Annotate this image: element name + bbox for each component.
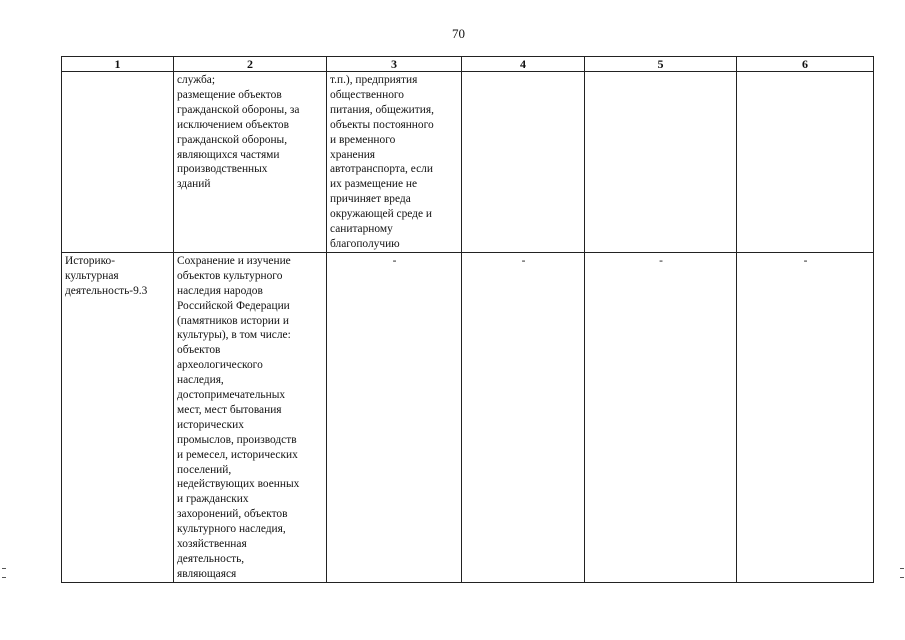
table-header-row [62, 57, 874, 72]
table-row [62, 72, 874, 253]
page-number: 70 [452, 26, 465, 41]
column-header-1: 1 [62, 57, 174, 72]
table-cell [585, 72, 737, 253]
table-cell: служба; размещение объектов гражданской обороны, за исключением объектов гражданской обороны, являющихся частями производственных зданий [174, 72, 327, 253]
column-header-3: 3 [327, 57, 462, 72]
table-cell: - [737, 252, 874, 582]
binding-mark [2, 568, 6, 578]
column-header-5: 5 [585, 57, 737, 72]
table-cell: Сохранение и изучение объектов культурного наследия народов Российской Федерации (памятников истории и культуры), в том числе: объектов археологического наследия, достопримечательных мест, мест бытования исторических промыслов, производств и ремесел, исторических поселений, недействующих военных и гражданских захоронений, объектов культурного наследия, хозяйственная деятельность, являющаяся [174, 252, 327, 582]
table-cell [62, 72, 174, 253]
column-header-6: 6 [737, 57, 874, 72]
table-cell: - [585, 252, 737, 582]
table-cell [462, 72, 585, 253]
column-header-4: 4 [462, 57, 585, 72]
table-cell: т.п.), предприятия общественного питания, общежития, объекты постоянного и временного хранения автотранспорта, если их размещение не причиняет вреда окружающей среде и санитарному благополучию [327, 72, 462, 253]
column-header-2: 2 [174, 57, 327, 72]
table-cell: Историко- культурная деятельность-9.3 [62, 252, 174, 582]
table-cell [737, 72, 874, 253]
land-use-table [61, 56, 874, 583]
table-cell: - [462, 252, 585, 582]
binding-mark [900, 568, 904, 578]
table-cell: - [327, 252, 462, 582]
table-row [62, 252, 874, 582]
